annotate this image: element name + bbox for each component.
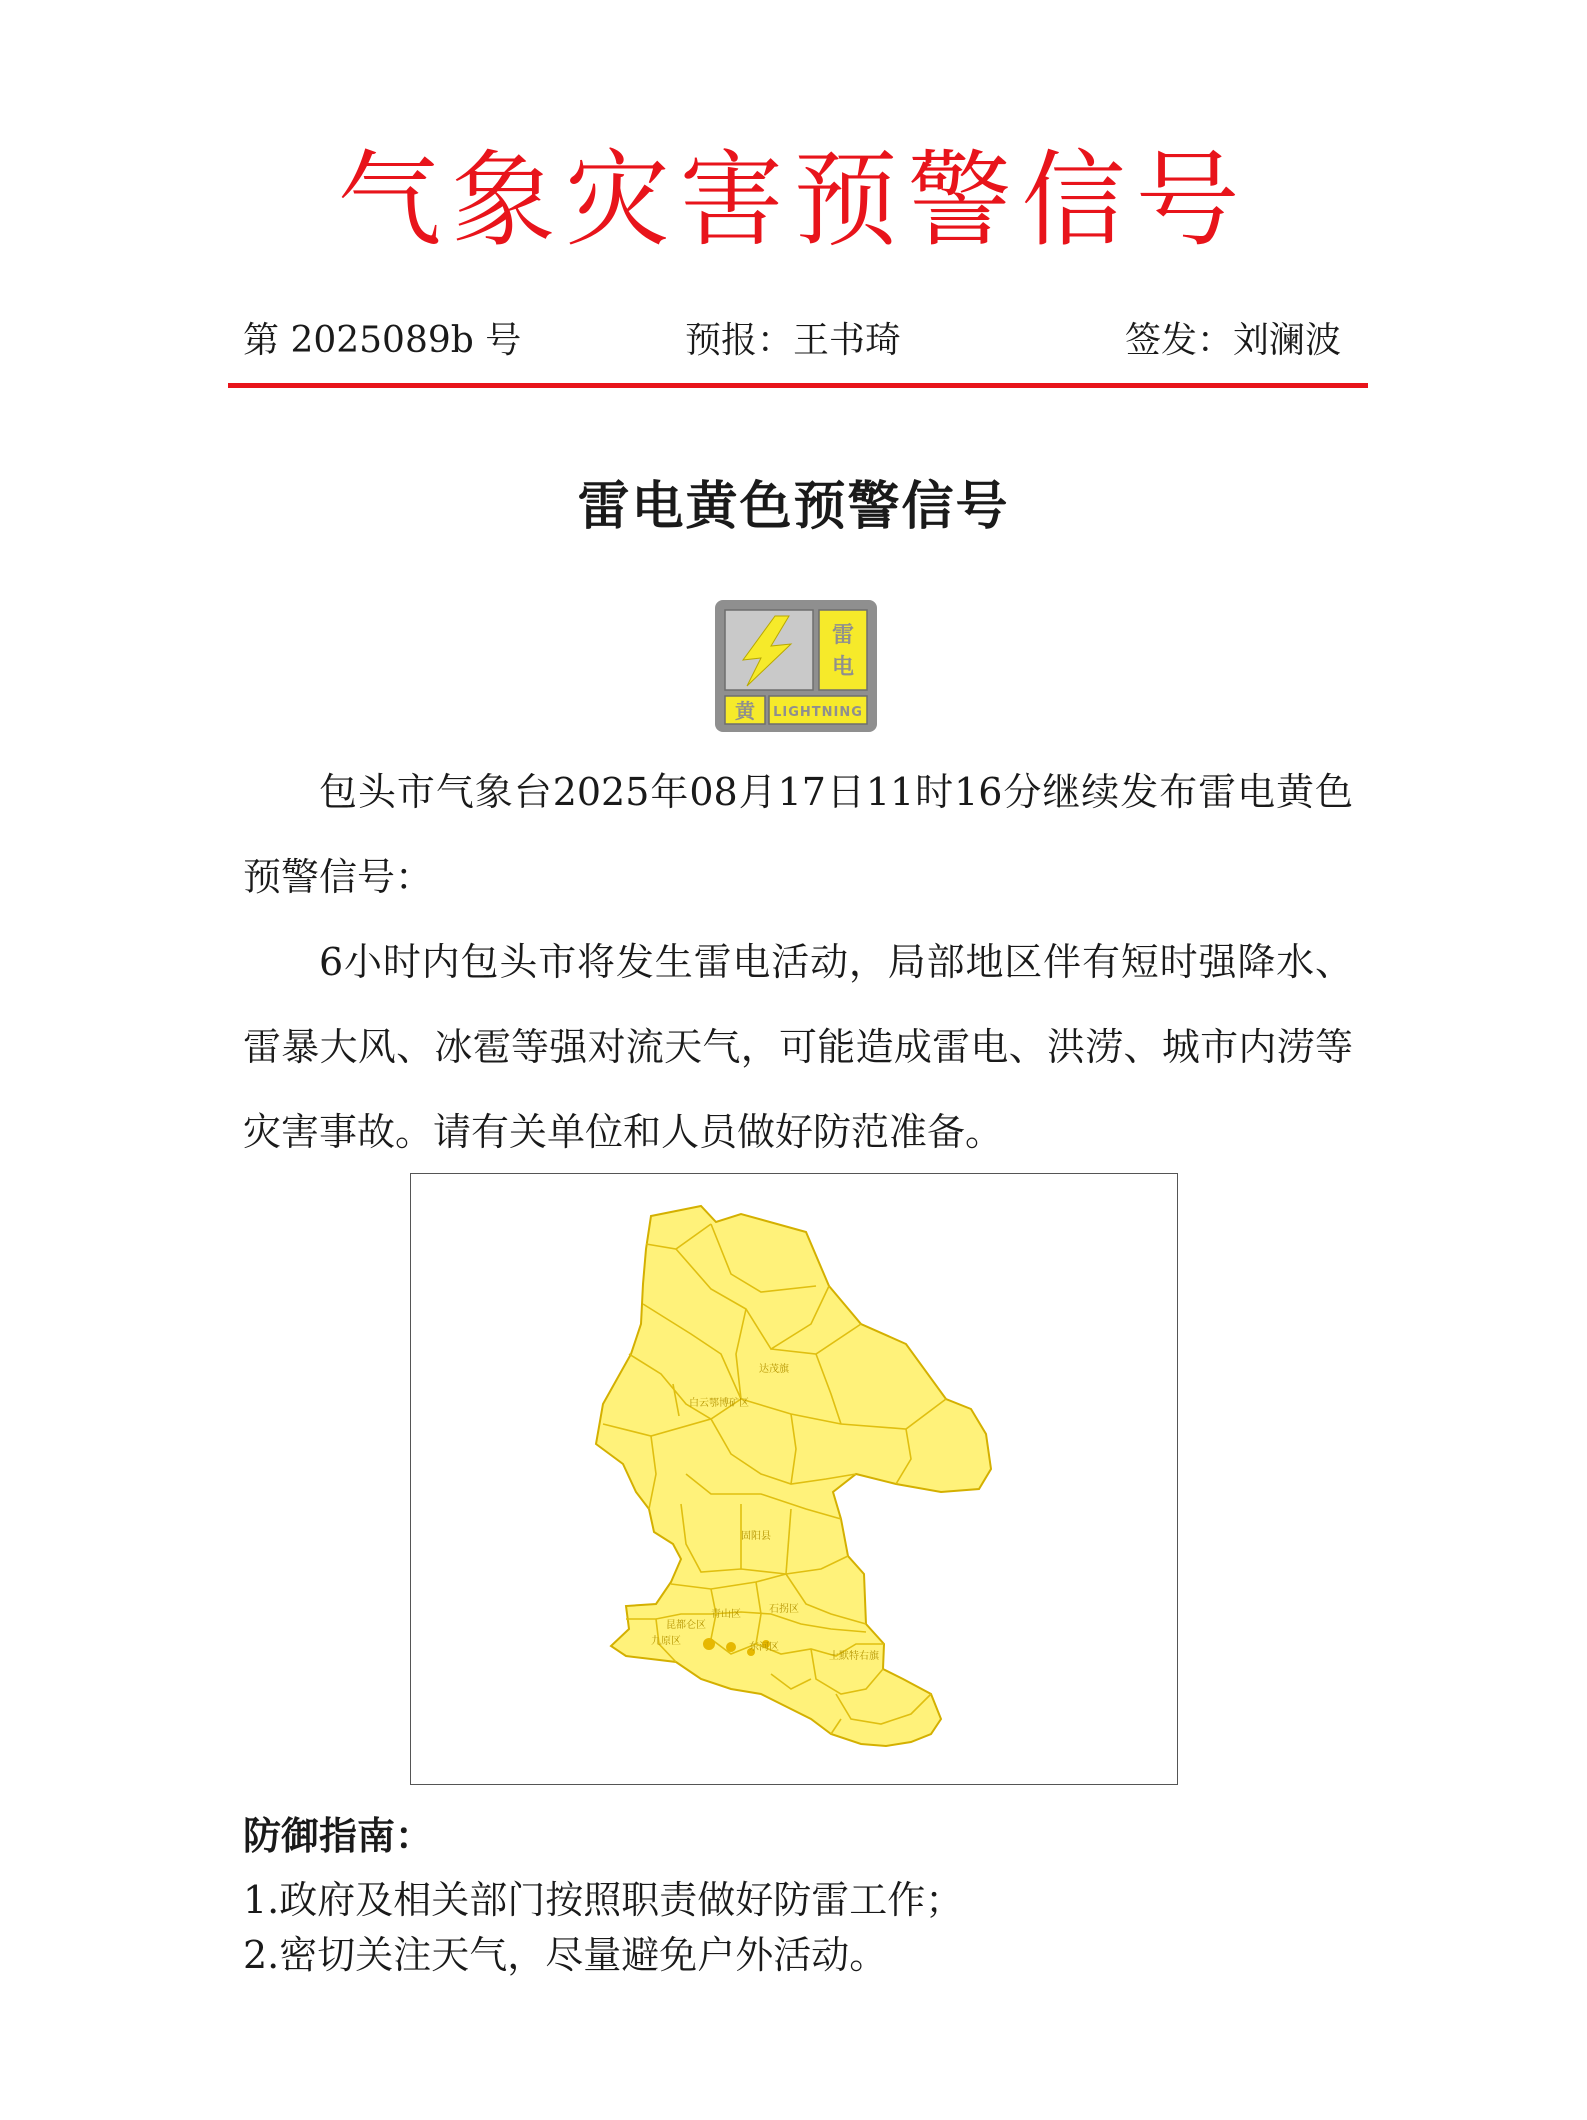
signal-label-bottom: 电 [831, 655, 855, 680]
lightning-yellow-signal-icon [715, 600, 877, 732]
map-label-guyang: 固阳县 [741, 1531, 771, 1542]
map-label-baiyun: 白云鄂博矿区 [689, 1398, 749, 1409]
map-label-tumd-right: 土默特右旗 [829, 1651, 879, 1662]
defense-guide-item: 1.政府及相关部门按照职责做好防雷工作； [243, 1878, 964, 1922]
warning-detail-paragraph: 6小时内包头市将发生雷电活动，局部地区伴有短时强降水、雷暴大风、冰雹等强对流天气，可能造成雷电、洪涝、城市内涝等灾害事故。请有关单位和人员做好防范准备。 [243, 940, 1353, 1154]
document-header-title: 气象灾害预警信号 [337, 139, 1250, 261]
issuance-paragraph: 包头市气象台2025年08月17日11时16分继续发布雷电黄色预警信号： [243, 770, 1353, 899]
warning-title: 雷电黄色预警信号 [577, 477, 1010, 537]
forecaster-name: 预报：王书琦 [685, 320, 902, 361]
signal-english: LIGHTNING [773, 705, 863, 720]
warning-area-map [410, 1173, 1178, 1785]
map-label-kundulun: 昆都仑区 [666, 1620, 706, 1631]
defense-guide-heading: 防御指南： [243, 1814, 434, 1858]
document-number: 第 2025089b 号 [243, 320, 522, 361]
map-label-qingshan: 青山区 [711, 1609, 741, 1620]
defense-guide-item: 2.密切关注天气，尽量避免户外活动。 [243, 1933, 888, 1977]
signer-name: 签发：刘澜波 [1125, 320, 1342, 361]
map-label-donghe: 东河区 [749, 1642, 779, 1653]
header-divider [228, 383, 1368, 388]
map-label-damaoqi: 达茂旗 [759, 1364, 789, 1375]
signal-level: 黄 [735, 699, 755, 723]
map-label-shiguai: 石拐区 [769, 1604, 799, 1615]
map-label-jiuyuan: 九原区 [651, 1636, 681, 1647]
signal-label-top: 雷 [831, 623, 855, 648]
